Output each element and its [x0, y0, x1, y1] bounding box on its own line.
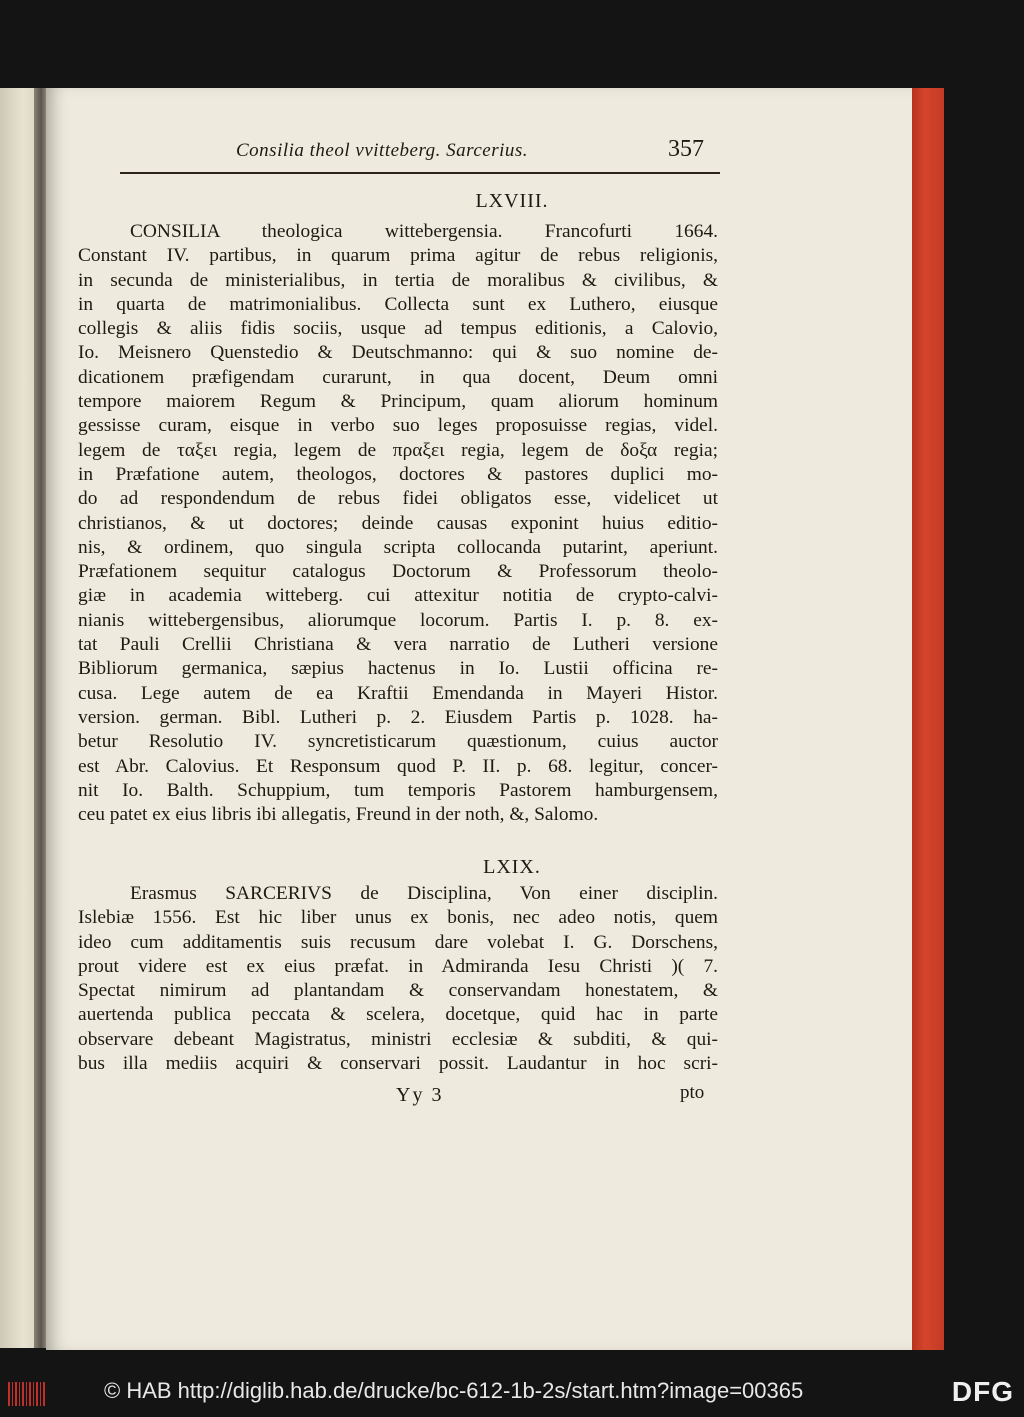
- text-line: Bibliorum germanica, sæpius hactenus in Io. Lustii officina re-: [78, 658, 718, 680]
- text-line: christianos, & ut doctores; deinde causas exponint huius editio-: [78, 512, 718, 534]
- running-title: Consilia theol vvitteberg. Sarcerius.: [236, 140, 529, 161]
- section-heading-lxix: LXIX.: [483, 856, 541, 878]
- signature-mark: Yy 3: [396, 1084, 444, 1106]
- text-line: legem de ταξει regia, legem de πραξει regia, legem de δοξα regia;: [78, 439, 718, 461]
- text-line: bus illa mediis acquiri & conservari possit. Laudantur in hoc scri-: [78, 1053, 718, 1075]
- catchword: pto: [680, 1082, 705, 1103]
- footer-copyright-url[interactable]: © HAB http://diglib.hab.de/drucke/bc-612-1b-2s/start.htm?image=00365: [104, 1378, 804, 1403]
- section-body-lxix: [78, 882, 718, 1076]
- text-line: observare debeant Magistratus, ministri ecclesiæ & subditi, & qui-: [78, 1028, 718, 1050]
- section-heading-lxviii: LXVIII.: [475, 190, 549, 212]
- text-line: cusa. Lege autem de ea Kraftii Emendanda in Mayeri Histor.: [78, 682, 718, 704]
- text-line: nianis wittebergensibus, aliorumque locorum. Partis I. p. 8. ex-: [78, 609, 718, 631]
- text-line: betur Resolutio IV. syncretisticarum quæstionum, cuius auctor: [78, 731, 718, 753]
- running-head: [0, 136, 1024, 170]
- red-page-edge: [912, 88, 944, 1350]
- dfg-logo: DFG: [951, 1376, 1014, 1407]
- text-line: in quarta de matrimonialibus. Collecta sunt ex Luthero, eiusque: [78, 293, 718, 315]
- text-line: do ad respondendum de rebus fidei obligatos esse, videlicet ut: [78, 488, 718, 510]
- text-line: giæ in academia witteberg. cui attexitur notitia de crypto-calvi-: [78, 585, 718, 607]
- text-line: nit Io. Balth. Schuppium, tum temporis Pastorem hamburgensem,: [78, 779, 718, 801]
- text-line: Erasmus SARCERIVS de Disciplina, Von einer disciplin.: [130, 883, 718, 904]
- text-line: dicationem præfigendam curarunt, in qua docent, Deum omni: [78, 366, 718, 388]
- header-rule: [120, 172, 720, 174]
- text-line: Spectat nimirum ad plantandam & conservandam honestatem, &: [78, 980, 718, 1002]
- footer-bar: [0, 1368, 1024, 1417]
- barcode-icon: [8, 1382, 46, 1406]
- text-line: Constant IV. partibus, in quarum prima agitur de rebus religionis,: [78, 245, 718, 267]
- text-line: in Præfatione autem, theologos, doctores & pastores duplici mo-: [78, 463, 718, 485]
- text-line: tempore maiorem Regum & Principum, quam aliorum hominum: [78, 391, 718, 413]
- text-line: Islebiæ 1556. Est hic liber unus ex bonis, nec adeo notis, quem: [78, 907, 718, 929]
- text-line: collegis & aliis fidis sociis, usque ad tempus editionis, a Calovio,: [78, 318, 718, 340]
- text-line: est Abr. Calovius. Et Responsum quod P. II. p. 68. legitur, concer-: [78, 755, 718, 777]
- page-number: 357: [668, 136, 704, 162]
- text-line: auertenda publica peccata & scelera, docetque, quid hac in parte: [78, 1004, 718, 1026]
- text-line: Io. Meisnero Quenstedio & Deutschmanno: qui & suo nomine de-: [78, 342, 718, 364]
- text-line: in secunda de ministerialibus, in tertia de moralibus & civilibus, &: [78, 269, 718, 291]
- section-body-lxviii: [78, 220, 718, 827]
- text-line: prout videre est ex eius præfat. in Admiranda Iesu Christi )( 7.: [78, 955, 718, 977]
- text-line: Præfationem sequitur catalogus Doctorum & Professorum theolo-: [78, 561, 718, 583]
- text-line: version. german. Bibl. Lutheri p. 2. Eiusdem Partis p. 1028. ha-: [78, 706, 718, 728]
- text-line: nis, & ordinem, quo singula scripta collocanda putarint, aperiunt.: [78, 536, 718, 558]
- text-line: CONSILIA theologica wittebergensia. Francofurti 1664.: [130, 221, 718, 242]
- text-line: ceu patet ex eius libris ibi allegatis, Freund in der noth, &, Salomo.: [78, 804, 599, 826]
- text-line: gessisse curam, eisque in verbo suo leges proposuisse regias, videl.: [78, 415, 718, 437]
- text-line: ideo cum additamentis suis recusum dare volebat I. G. Dorschens,: [78, 931, 718, 953]
- text-line: tat Pauli Crellii Christiana & vera narratio de Lutheri versione: [78, 634, 718, 656]
